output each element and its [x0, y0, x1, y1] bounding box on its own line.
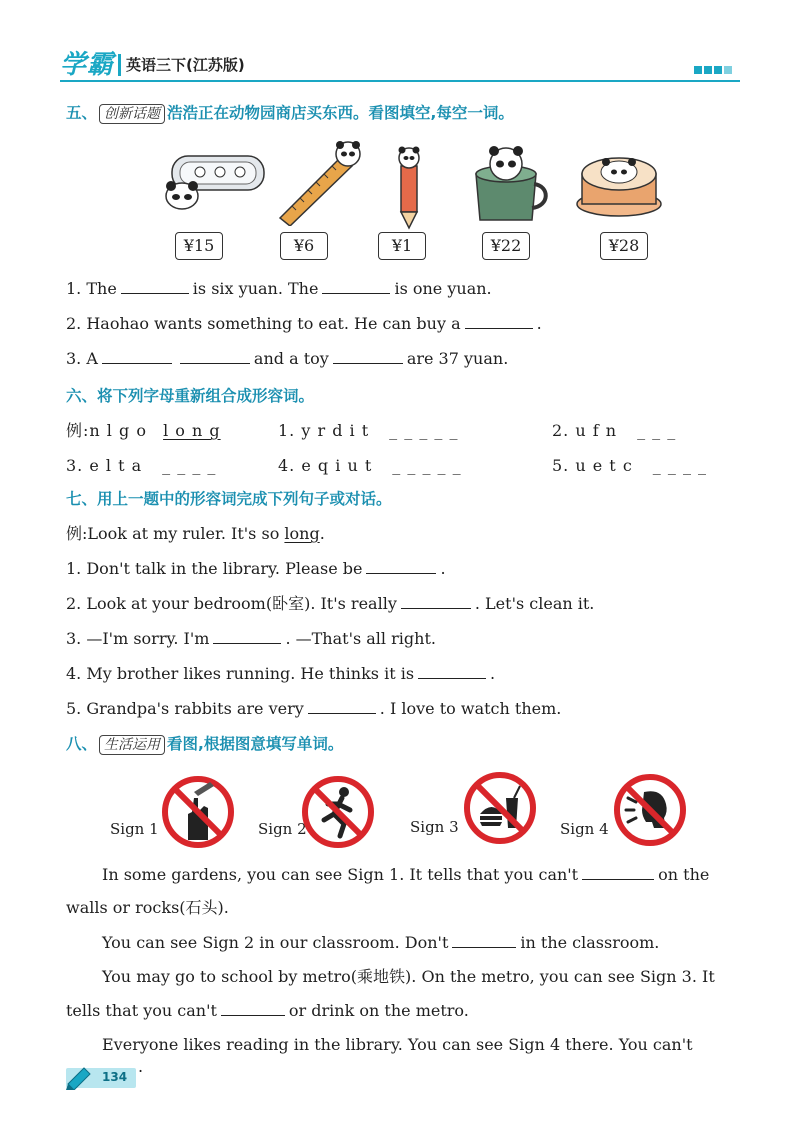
section8-paragraph-2: You can see Sign 2 in our classroom. Don't in the classroom. — [102, 933, 660, 952]
price-tag-5: ¥28 — [600, 232, 648, 260]
no-drawing-sign-icon — [160, 774, 236, 850]
header-rule — [60, 80, 740, 82]
section7-question-3: 3. —I'm sorry. I'm . —That's all right. — [66, 629, 436, 648]
pencil-case-image — [160, 150, 270, 220]
price-tag-1: ¥15 — [175, 232, 223, 260]
answer-blank[interactable] — [121, 278, 189, 294]
pencil-icon — [64, 1062, 94, 1090]
letter-blanks[interactable]: _ _ _ _ — [652, 456, 708, 475]
example-answer: l o n g — [163, 421, 221, 440]
answer-blank[interactable] — [401, 593, 471, 609]
no-talking-sign-icon — [612, 772, 688, 848]
section6-item-2: 2. u f n _ _ _ — [552, 421, 677, 440]
section6-item-5: 5. u e t c _ _ _ _ — [552, 456, 708, 475]
book-title: 英语三下(江苏版) — [126, 56, 245, 74]
letter-blanks[interactable]: _ _ _ _ _ — [392, 456, 462, 475]
answer-blank[interactable] — [465, 313, 533, 329]
no-food-drink-sign-icon — [462, 770, 538, 846]
no-running-sign-icon — [300, 774, 376, 850]
section6-heading: 六、将下列字母重新组合成形容词。 — [66, 387, 315, 405]
section-number: 五、 — [66, 104, 98, 122]
price-tag-4: ¥22 — [482, 232, 530, 260]
pencil-image — [392, 146, 426, 230]
section-tag: 创新话题 — [99, 104, 165, 124]
answer-blank[interactable] — [308, 698, 376, 714]
section7-question-5: 5. Grandpa's rabbits are very . I love to watch them. — [66, 699, 562, 718]
page-header — [60, 44, 740, 84]
panda-cup-image — [468, 140, 550, 226]
header-decoration — [694, 66, 732, 74]
section8-paragraph-1: In some gardens, you can see Sign 1. It tells that you can't on the — [102, 865, 710, 884]
section6-item-3: 3. e l t a _ _ _ _ — [66, 456, 217, 475]
section7-question-2: 2. Look at your bedroom(卧室). It's really . Let's clean it. — [66, 594, 595, 613]
section7-example: 例:Look at my ruler. It's so long. — [66, 524, 325, 543]
answer-blank[interactable] — [418, 663, 486, 679]
answer-blank[interactable] — [180, 348, 250, 364]
section7-question-4: 4. My brother likes running. He thinks it is . — [66, 664, 496, 683]
answer-blank[interactable] — [102, 348, 172, 364]
sign-4-label: Sign 4 — [560, 820, 609, 838]
brand-logo: 学霸 — [60, 50, 115, 80]
price-tag-3: ¥1 — [378, 232, 426, 260]
answer-blank[interactable] — [322, 278, 390, 294]
answer-blank[interactable] — [213, 628, 281, 644]
section5-question-2: 2. Haohao wants something to eat. He can buy a . — [66, 314, 542, 333]
section7-question-1: 1. Don't talk in the library. Please be . — [66, 559, 446, 578]
section8-paragraph-1-cont: walls or rocks(石头). — [66, 898, 229, 917]
section8-paragraph-3-cont: tells that you can't or drink on the metro. — [66, 1001, 469, 1020]
section7-heading: 七、用上一题中的形容词完成下列句子或对话。 — [66, 490, 392, 508]
section-tag: 生活运用 — [99, 735, 165, 755]
answer-blank[interactable] — [582, 864, 654, 880]
section5-heading — [66, 102, 514, 124]
section8-heading: 八、 生活运用 看图,根据图意填写单词。 — [66, 735, 344, 753]
answer-blank[interactable] — [452, 932, 516, 948]
answer-blank[interactable] — [221, 1000, 285, 1016]
letter-blanks[interactable]: _ _ _ _ — [162, 456, 217, 475]
answer-blank[interactable] — [333, 348, 403, 364]
answer-blank[interactable] — [366, 558, 436, 574]
panda-cake-image — [574, 144, 664, 222]
letter-blanks[interactable]: _ _ _ _ _ — [389, 421, 459, 440]
section5-question-3: 3. A and a toy are 37 yuan. — [66, 349, 509, 368]
price-tag-2: ¥6 — [280, 232, 328, 260]
section8-paragraph-3: You may go to school by metro(乘地铁). On the metro, you can see Sign 3. It — [102, 967, 715, 986]
page-number: 134 — [102, 1070, 128, 1084]
section5-question-1: 1. The is six yuan. The is one yuan. — [66, 279, 492, 298]
section6-item-1: 1. y r d i t _ _ _ _ _ — [278, 421, 459, 440]
section6-row-1: 例:n l g o l o n g — [66, 421, 221, 440]
sign-3-label: Sign 3 — [410, 818, 459, 836]
sign-1-label: Sign 1 — [110, 820, 159, 838]
brand-divider — [118, 54, 121, 76]
sign-2-label: Sign 2 — [258, 820, 307, 838]
example-answer: long — [284, 524, 320, 543]
section-instruction: 浩浩正在动物园商店买东西。看图填空,每空一词。 — [167, 104, 514, 122]
section6-item-4: 4. e q i u t _ _ _ _ _ — [278, 456, 462, 475]
letter-blanks[interactable]: _ _ _ — [637, 421, 677, 440]
section8-paragraph-4: Everyone likes reading in the library. You can see Sign 4 there. You can't. — [66, 1034, 738, 1078]
ruler-image — [272, 140, 364, 226]
